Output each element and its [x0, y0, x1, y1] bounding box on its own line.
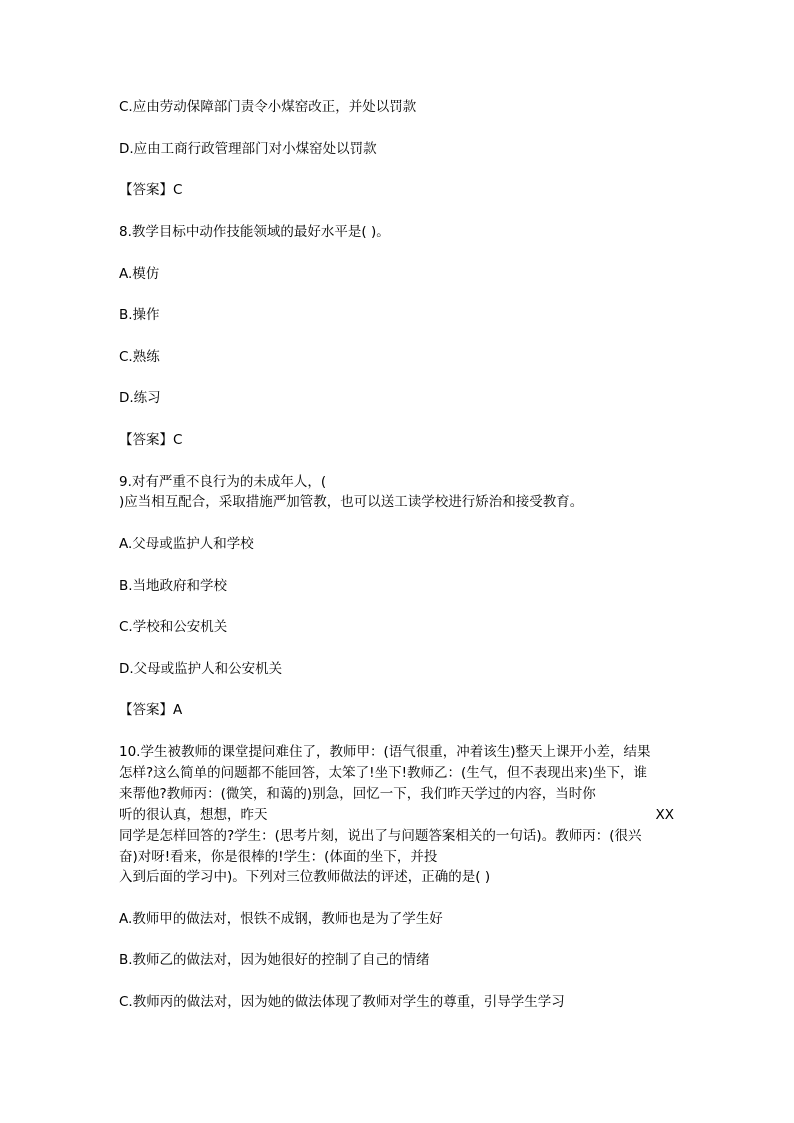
q10-stem-line-4: 听的很认真，想想，昨天 — [119, 807, 268, 823]
q9-stem-line-1: 9.对有严重不良行为的未成年人，( — [119, 474, 327, 490]
q7-option-c: C.应由劳动保障部门责令小煤窑改正，并处以罚款 — [119, 99, 417, 115]
q8-stem: 8.教学目标中动作技能领域的最好水平是( )。 — [119, 224, 390, 240]
q9-stem-line-2: )应当相互配合，采取措施严加管教，也可以送工读学校进行矫治和接受教育。 — [119, 494, 584, 510]
q9-option-c: C.学校和公安机关 — [119, 619, 228, 635]
q10-stem-line-2: 怎样?这么简单的问题都不能回答，太笨了!坐下!教师乙：(生气，但不表现出来)坐下，谁 — [119, 765, 648, 781]
q10-stem-line-7: 入到后面的学习中)。下列对三位教师做法的评述，正确的是( ) — [119, 869, 491, 885]
q10-option-a: A.教师甲的做法对，恨铁不成钢，教师也是为了学生好 — [119, 911, 443, 927]
q9-option-b: B.当地政府和学校 — [119, 578, 228, 594]
q10-stem-line-1: 10.学生被教师的课堂提问难住了，教师甲：(语气很重，冲着该生)整天上课开小差，结果 — [119, 744, 651, 760]
q10-stem-line-5: 同学是怎样回答的?学生：(思考片刻，说出了与问题答案相关的一句话)。教师丙：(很兴 — [119, 828, 642, 844]
q7-option-d: D.应由工商行政管理部门对小煤窑处以罚款 — [119, 141, 377, 157]
q9-option-a: A.父母或监护人和学校 — [119, 536, 254, 552]
q9-option-d: D.父母或监护人和公安机关 — [119, 661, 283, 677]
q8-option-d: D.练习 — [119, 390, 161, 406]
q7-answer: 【答案】C — [119, 182, 183, 198]
q10-option-b: B.教师乙的做法对，因为她很好的控制了自己的情绪 — [119, 952, 430, 968]
q8-option-a: A.模仿 — [119, 266, 160, 282]
q10-stem-line-4-tail: XX — [655, 807, 674, 823]
q10-stem-line-3: 来帮他?教师丙：(微笑，和蔼的)别急，回忆一下，我们昨天学过的内容，当时你 — [119, 786, 596, 802]
q8-option-c: C.熟练 — [119, 349, 160, 365]
q10-stem-line-6: 奋)对呀!看来，你是很棒的!学生：(体面的坐下，并投 — [119, 849, 438, 865]
q8-option-b: B.操作 — [119, 307, 160, 323]
q10-option-c: C.教师丙的做法对，因为她的做法体现了教师对学生的尊重，引导学生学习 — [119, 994, 565, 1010]
q9-answer: 【答案】A — [119, 702, 183, 718]
q8-answer: 【答案】C — [119, 432, 183, 448]
